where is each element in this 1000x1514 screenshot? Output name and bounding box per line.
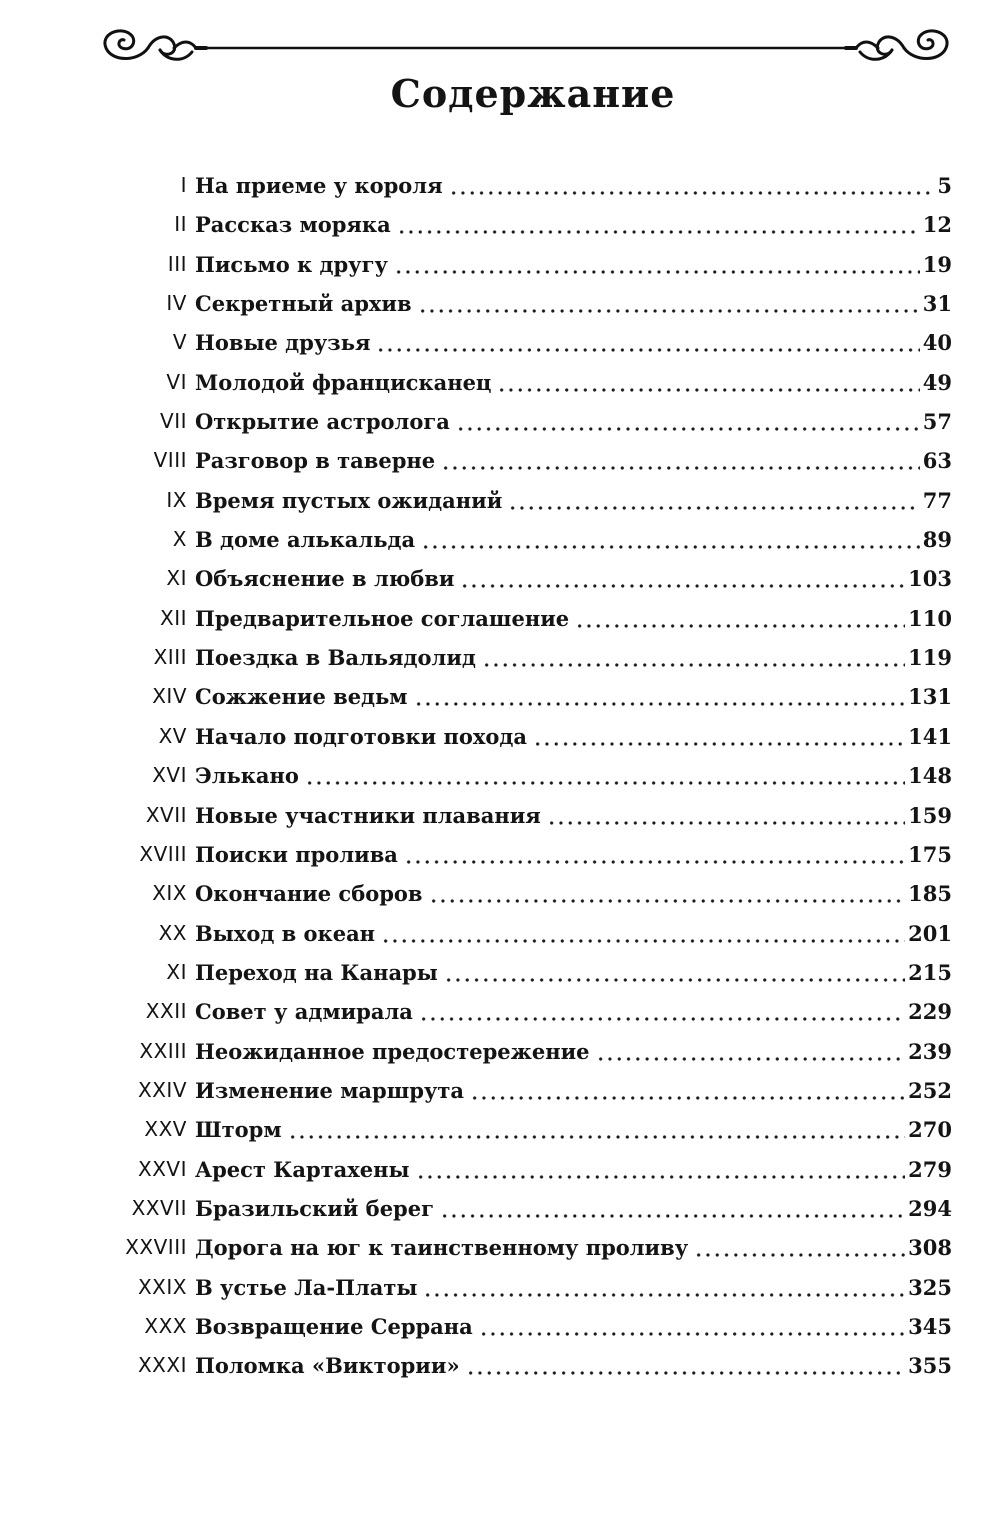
page-number: 31	[922, 291, 952, 317]
page-number: 12	[922, 212, 952, 238]
chapter-title: Совет у адмирала	[195, 999, 413, 1025]
dot-leader	[444, 953, 905, 992]
page-number: 229	[908, 999, 952, 1025]
dot-leader	[421, 520, 920, 559]
chapter-number: XX	[158, 920, 187, 945]
toc-line	[195, 874, 952, 913]
dot-leader	[456, 402, 920, 441]
chapter-number: VII	[160, 409, 187, 434]
toc-entry	[0, 1071, 1000, 1110]
chapter-number: IX	[166, 487, 187, 512]
chapter-number: X	[172, 527, 187, 552]
toc-entry	[0, 796, 1000, 835]
toc-entry	[0, 599, 1000, 638]
toc-line	[195, 953, 952, 992]
toc-entry	[0, 363, 1000, 402]
chapter-title: Предварительное соглашение	[195, 605, 570, 631]
toc-entry	[0, 1110, 1000, 1149]
chapter-title: Изменение маршрута	[195, 1077, 465, 1103]
toc-entry	[0, 953, 1000, 992]
toc-line	[195, 1150, 952, 1189]
chapter-title: На приеме у короля	[195, 173, 443, 198]
chapter-title: Начало подготовки похода	[195, 723, 527, 749]
chapter-title: Письмо к другу	[195, 251, 388, 277]
chapter-title: Окончание сборов	[195, 881, 423, 907]
chapter-number: XVI	[152, 763, 187, 788]
dot-leader	[440, 1189, 905, 1228]
toc-line	[195, 756, 952, 795]
page-number: 110	[908, 605, 952, 631]
chapter-title: Сожжение ведьм	[195, 684, 408, 710]
chapter-number: XXVI	[138, 1156, 187, 1181]
page-number: 308	[908, 1235, 952, 1261]
toc-line	[195, 284, 952, 323]
dot-leader	[305, 756, 905, 795]
toc-line	[195, 796, 952, 835]
page-number: 141	[908, 723, 952, 749]
page-number: 5	[937, 173, 952, 198]
chapter-number: XXVII	[131, 1195, 187, 1220]
chapter-title: Шторм	[195, 1117, 282, 1143]
chapter-title: Элькано	[195, 763, 299, 789]
toc-entry	[0, 1307, 1000, 1346]
toc-line	[195, 1110, 952, 1149]
toc-line	[195, 677, 952, 716]
dot-leader	[418, 284, 920, 323]
toc-line	[195, 1268, 952, 1307]
page-number: 49	[922, 369, 952, 395]
chapter-number: XXVIII	[125, 1235, 187, 1260]
toc-entry	[0, 874, 1000, 913]
page-number: 63	[922, 448, 952, 474]
page-number: 131	[908, 684, 952, 710]
toc-entry	[0, 1032, 1000, 1071]
toc-line	[195, 1071, 952, 1110]
dot-leader	[397, 205, 920, 244]
chapter-title: Молодой францисканец	[195, 369, 492, 395]
dot-leader	[414, 677, 906, 716]
chapter-title: Новые друзья	[195, 330, 371, 356]
dot-leader	[441, 441, 920, 480]
page-number: 89	[922, 527, 952, 553]
chapter-title: Бразильский берег	[195, 1195, 434, 1221]
toc-line	[195, 1032, 952, 1071]
toc-entry	[0, 284, 1000, 323]
toc-entry	[0, 1150, 1000, 1189]
page-number: 77	[922, 487, 952, 513]
chapter-number: XXIX	[137, 1274, 187, 1299]
toc-line	[195, 992, 952, 1031]
toc-line	[195, 599, 952, 638]
toc-entry	[0, 756, 1000, 795]
chapter-number: XV	[158, 723, 187, 748]
chapter-title: Возвращение Серрана	[195, 1313, 473, 1339]
chapter-number: V	[172, 330, 187, 355]
chapter-title: Открытие астролога	[195, 409, 450, 435]
chapter-title: Объяснение в любви	[195, 566, 455, 592]
page-number: 148	[908, 763, 952, 789]
dot-leader	[416, 1150, 906, 1189]
dot-leader	[419, 992, 905, 1031]
dot-leader	[381, 914, 905, 953]
toc-entry	[0, 638, 1000, 677]
chapter-number: II	[174, 212, 187, 237]
chapter-number: XXV	[144, 1117, 187, 1142]
toc-line	[195, 363, 952, 402]
toc-line	[195, 835, 952, 874]
page-number: 159	[908, 802, 952, 828]
toc-entry	[0, 402, 1000, 441]
toc-line	[195, 1189, 952, 1228]
toc-line	[195, 520, 952, 559]
chapter-number: VI	[166, 369, 187, 394]
page-title: Содержание	[390, 71, 676, 116]
dot-leader	[575, 599, 905, 638]
toc-line	[195, 1346, 952, 1385]
toc-entry	[0, 1346, 1000, 1385]
dot-leader	[449, 166, 935, 205]
chapter-title: Неожиданное предостережение	[195, 1038, 590, 1064]
page-number: 185	[908, 881, 952, 907]
toc-entry	[0, 1228, 1000, 1267]
page-number: 119	[908, 645, 952, 671]
dot-leader	[596, 1032, 906, 1071]
chapter-title: Выход в океан	[195, 920, 376, 946]
dot-leader	[460, 559, 905, 598]
chapter-number: XXXI	[137, 1353, 187, 1378]
page-number: 215	[908, 959, 952, 985]
dot-leader	[479, 1307, 905, 1346]
page-number: 103	[908, 566, 952, 592]
chapter-title: В доме алькальда	[195, 527, 416, 553]
chapter-number: XXII	[145, 999, 187, 1024]
dot-leader	[394, 245, 920, 284]
dot-leader	[694, 1228, 905, 1267]
toc-entry	[0, 323, 1000, 362]
toc-entry	[0, 559, 1000, 598]
toc-entry	[0, 1189, 1000, 1228]
toc-entry	[0, 914, 1000, 953]
chapter-number: XI	[166, 566, 187, 591]
chapter-number: III	[167, 251, 187, 276]
dot-leader	[376, 323, 919, 362]
chapter-title: В устье Ла-Платы	[195, 1274, 418, 1300]
dot-leader	[533, 717, 905, 756]
page-number: 19	[922, 251, 952, 277]
dot-leader	[508, 481, 919, 520]
dot-leader	[423, 1268, 905, 1307]
toc-entry	[0, 205, 1000, 244]
toc-entry	[0, 992, 1000, 1031]
toc-line	[195, 559, 952, 598]
chapter-title: Рассказ моряка	[195, 212, 391, 238]
page-number: 201	[908, 920, 952, 946]
toc-entry	[0, 520, 1000, 559]
page-number: 279	[908, 1156, 952, 1182]
dot-leader	[497, 363, 919, 402]
toc-line	[195, 481, 952, 520]
toc-line	[195, 166, 952, 205]
chapter-title: Поиски пролива	[195, 841, 398, 867]
chapter-title: Дорога на юг к таинственному проливу	[195, 1235, 689, 1261]
page-number: 175	[908, 841, 952, 867]
page-number: 355	[908, 1353, 952, 1379]
chapter-title: Новые участники плавания	[195, 802, 541, 828]
toc-line	[195, 245, 952, 284]
dot-leader	[547, 796, 905, 835]
dot-leader	[288, 1110, 906, 1149]
chapter-number: XXIV	[138, 1077, 187, 1102]
chapter-title: Время пустых ожиданий	[195, 487, 503, 513]
toc-line	[195, 402, 952, 441]
chapter-title: Арест Картахены	[195, 1156, 410, 1182]
chapter-number: XIII	[153, 645, 187, 670]
page-number: 252	[908, 1077, 952, 1103]
toc-line	[195, 914, 952, 953]
dot-leader	[404, 835, 905, 874]
toc-line	[195, 1228, 952, 1267]
toc-entry	[0, 481, 1000, 520]
toc-entry	[0, 835, 1000, 874]
chapter-number: XII	[160, 605, 187, 630]
dot-leader	[470, 1071, 905, 1110]
toc-line	[195, 441, 952, 480]
chapter-number: XXX	[144, 1313, 187, 1338]
chapter-title: Переход на Канары	[195, 959, 438, 985]
chapter-number: XIX	[152, 881, 187, 906]
chapter-title: Поломка «Виктории»	[195, 1353, 460, 1379]
chapter-number: XI	[166, 959, 187, 984]
toc-line	[195, 205, 952, 244]
dot-leader	[482, 638, 905, 677]
chapter-number: XVIII	[139, 841, 187, 866]
dot-leader	[466, 1346, 906, 1385]
page-number: 294	[908, 1195, 952, 1221]
chapter-number: XXIII	[139, 1038, 187, 1063]
page-number: 345	[908, 1313, 952, 1339]
toc-line	[195, 1307, 952, 1346]
toc-entry	[0, 245, 1000, 284]
table-of-contents	[0, 166, 1000, 1386]
page-number: 325	[908, 1274, 952, 1300]
chapter-number: XVII	[145, 802, 187, 827]
toc-entry	[0, 677, 1000, 716]
toc-line	[195, 638, 952, 677]
chapter-title: Секретный архив	[195, 291, 412, 317]
toc-entry	[0, 166, 1000, 205]
page-number: 270	[908, 1117, 952, 1143]
toc-entry	[0, 717, 1000, 756]
chapter-number: XIV	[152, 684, 187, 709]
chapter-title: Разговор в таверне	[195, 448, 436, 474]
toc-entry	[0, 441, 1000, 480]
chapter-title: Поездка в Вальядолид	[195, 645, 476, 671]
chapter-number: IV	[166, 291, 187, 316]
dot-leader	[429, 874, 906, 913]
chapter-number: I	[180, 173, 187, 197]
toc-line	[195, 323, 952, 362]
chapter-number: VIII	[153, 448, 187, 473]
page-number: 40	[922, 330, 952, 356]
toc-entry	[0, 1268, 1000, 1307]
page-number: 57	[922, 409, 952, 435]
page-number: 239	[908, 1038, 952, 1064]
toc-line	[195, 717, 952, 756]
